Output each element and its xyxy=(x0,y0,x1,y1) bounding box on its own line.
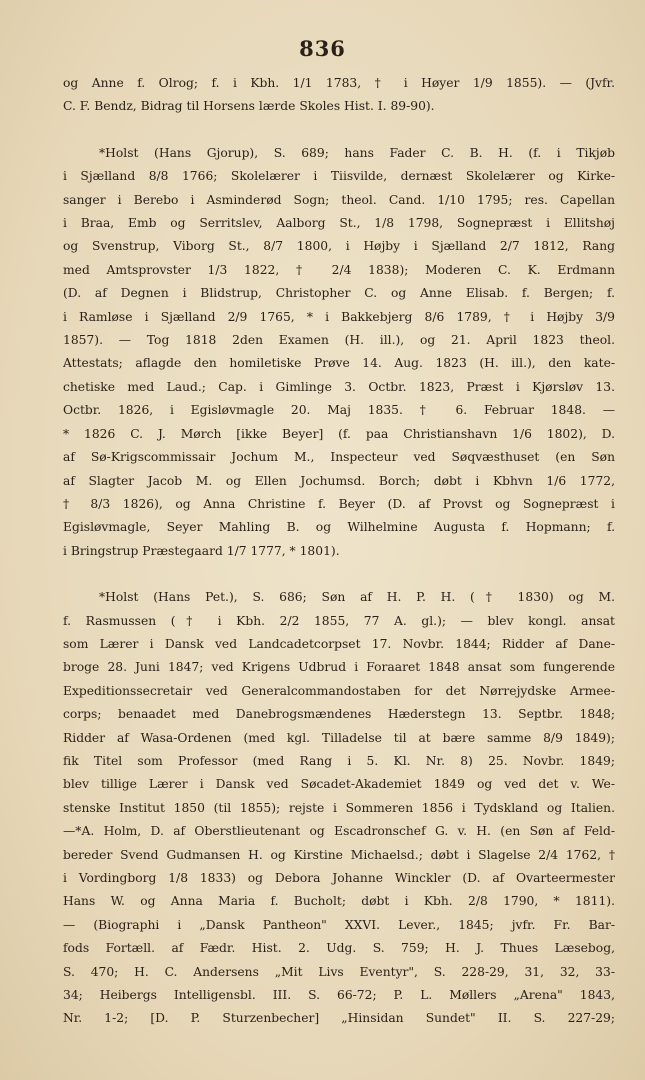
text-line: blev tillige Lærer i Dansk ved Søcadet-Akademiet 1849 og ved det v. We- xyxy=(63,777,615,792)
text-line: † 8/3 1826), og Anna Christine f. Beyer (D. af Provst og Sognepræst i xyxy=(63,496,615,511)
paragraph-continuation xyxy=(63,72,615,119)
text-line: af Slagter Jacob M. og Ellen Jochumsd. Borch; døbt i Kbhvn 1/6 1772, xyxy=(63,473,615,488)
text-line: Octbr. 1826, i Egisløvmagle 20. Maj 1835. † 6. Februar 1848. — xyxy=(63,403,615,418)
text-line: Hans W. og Anna Maria f. Bucholt; døbt i Kbh. 2/8 1790, * 1811). xyxy=(63,894,615,909)
text-line: i Vordingborg 1/8 1833) og Debora Johanne Winckler (D. af Ovarteermester xyxy=(63,871,615,885)
text-line: —*A. Holm, D. af Oberstlieutenant og Escadronschef G. v. H. (en Søn af Feld- xyxy=(63,824,615,839)
page-number: 836 xyxy=(299,36,346,61)
entry-heading-line: *Holst (Hans Gjorup), S. 689; hans Fader C. B. H. (f. i Tikjøb xyxy=(99,145,615,160)
text-line: bereder Svend Gudmansen H. og Kirstine Michaelsd.; døbt i Slagelse 2/4 1762, † xyxy=(63,847,615,862)
text-line: S. 470; H. C. Andersens „Mit Livs Eventyr", S. 228-29, 31, 32, 33- xyxy=(63,964,615,979)
text-line: f. Rasmussen († i Kbh. 2/2 1855, 77 A. gl.); — blev kongl. ansat xyxy=(63,613,615,628)
text-line: i Sjælland 8/8 1766; Skolelærer i Tiisvilde, dernæst Skolelærer og Kirke- xyxy=(63,169,615,184)
text-line: chetiske med Laud.; Cap. i Gimlinge 3. Octbr. 1823, Præst i Kjørsløv 13. xyxy=(63,379,615,394)
text-line: stenske Institut 1850 (til 1855); rejste i Sommeren 1856 i Tydskland og Italien. xyxy=(63,800,615,815)
entry-heading-line: *Holst (Hans Pet.), S. 686; Søn af H. P. H. († 1830) og M. xyxy=(99,590,615,605)
text-line: (D. af Degnen i Blidstrup, Christopher C. og Anne Elisab. f. Bergen; f. xyxy=(63,286,615,301)
text-line: og Svenstrup, Viborg St., 8/7 1800, i Højby i Sjælland 2/7 1812, Rang xyxy=(63,239,615,254)
text-line: 1857). — Tog 1818 2den Examen (H. ill.), og 21. April 1823 theol. xyxy=(63,333,615,348)
entry-holst-hans-pet xyxy=(63,586,615,1031)
text-line: i Bringstrup Præstegaard 1/7 1777, * 1801). xyxy=(63,543,340,558)
text-line: af Sø-Krigscommissair Jochum M., Inspecteur ved Søqvæsthuset (en Søn xyxy=(63,450,615,465)
text-line: og Anne f. Olrog; f. i Kbh. 1/1 1783, † i Høyer 1/9 1855). — (Jvfr. xyxy=(63,76,615,90)
text-line: som Lærer i Dansk ved Landcadetcorpset 17. Novbr. 1844; Ridder af Dane- xyxy=(63,636,615,651)
text-line: i Braa, Emb og Serritslev, Aalborg St., 1/8 1798, Sognepræst i Ellitshøj xyxy=(63,216,615,231)
entry-holst-hans-gjorup xyxy=(63,142,615,563)
text-line: Attestats; aflagde den homiletiske Prøve 14. Aug. 1823 (H. ill.), den kate- xyxy=(63,356,615,371)
text-line: fods Fortæll. af Fædr. Hist. 2. Udg. S. 759; H. J. Thues Læsebog, xyxy=(63,941,615,956)
text-line: broge 28. Juni 1847; ved Krigens Udbrud i Foraaret 1848 ansat som fungerende xyxy=(63,660,615,675)
text-line: fik Titel som Professor (med Rang i 5. Kl. Nr. 8) 25. Novbr. 1849; xyxy=(63,753,615,768)
text-line: Egisløvmagle, Seyer Mahling B. og Wilhelmine Augusta f. Hopmann; f. xyxy=(63,520,615,535)
text-line: i Ramløse i Sjælland 2/9 1765, * i Bakkebjerg 8/6 1789, † i Højby 3/9 xyxy=(63,309,615,324)
text-line: corps; benaadet med Danebrogsmændenes Hæderstegn 13. Septbr. 1848; xyxy=(63,707,615,722)
text-line: C. F. Bendz, Bidrag til Horsens lærde Skoles Hist. I. 89-90). xyxy=(63,99,435,114)
page-text xyxy=(63,72,615,1031)
text-line: — (Biographi i „Dansk Pantheon" XXVI. Lever., 1845; jvfr. Fr. Bar- xyxy=(63,917,615,932)
text-line: sanger i Berebo i Asminderød Sogn; theol. Cand. 1/10 1795; res. Capellan xyxy=(63,192,615,207)
text-line: * 1826 C. J. Mørch [ikke Beyer] (f. paa Christianshavn 1/6 1802), D. xyxy=(63,426,615,441)
text-line: med Amtsprovster 1/3 1822, † 2/4 1838); Moderen C. K. Erdmann xyxy=(63,262,615,277)
text-line: 34; Heibergs Intelligensbl. III. S. 66-72; P. L. Møllers „Arena" 1843, xyxy=(63,988,615,1003)
text-line: Ridder af Wasa-Ordenen (med kgl. Tilladelse til at bære samme 8/9 1849); xyxy=(63,730,615,745)
text-line: Nr. 1-2; [D. P. Sturzenbecher] „Hinsidan Sundet" II. S. 227-29; xyxy=(63,1011,615,1026)
text-line: Expeditionssecretair ved Generalcommandostaben for det Nørrejydske Armee- xyxy=(63,683,615,698)
